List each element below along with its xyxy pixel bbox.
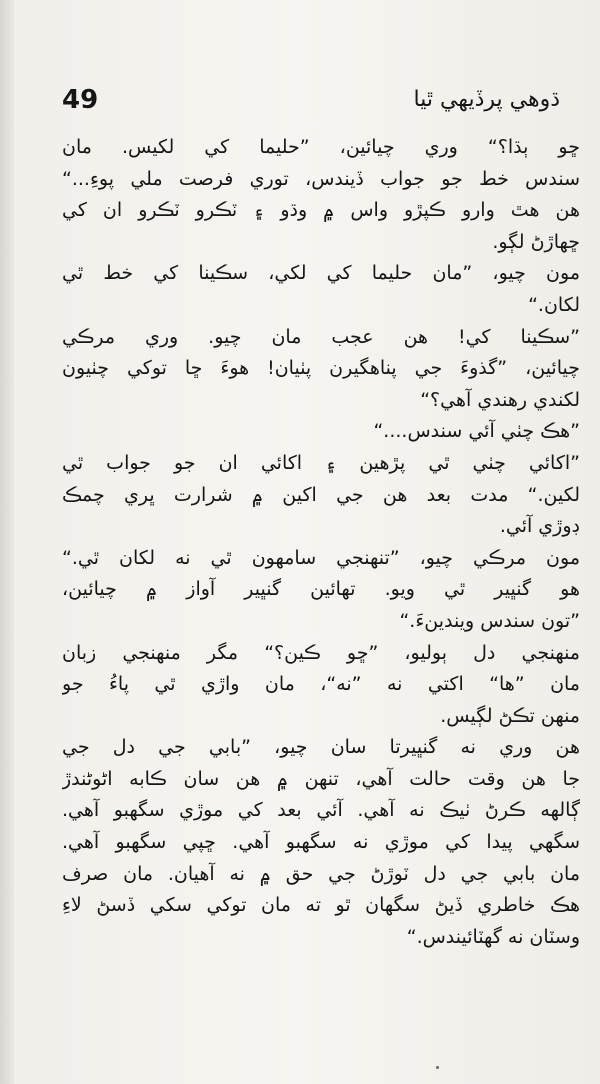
text-line: مون چيو، ”مان حليما کي لکي، سڪينا کي خط ٿي	[62, 262, 580, 285]
paper-speck	[436, 1066, 439, 1069]
page-header	[62, 82, 560, 118]
text-line: ”هڪ چٺي آئي سندس....“	[373, 420, 580, 443]
text-line: ”اکائي چٺي ٿي پڙهين ۽ اکائي ان جو جواب ٿي	[62, 451, 580, 474]
text-line: سگهي پيدا کي موڙي نه سگهبو آهي. ڇپي سگهبو آهي.	[62, 831, 580, 854]
text-line: هن هٿ وارو ڪپڙو واس ۾ وڌو ۽ ٽڪرو ٽڪرو ان کي	[62, 199, 580, 222]
text-line: سندس خط جو جواب ڏيندس، توري فرصت ملي پوءِ...“	[62, 167, 580, 190]
text-line: ”سڪينا کي! هن عجب مان چيو. وري مرڪي	[62, 325, 580, 348]
text-line: هو گنڀير ٿي ويو. تهائين گنڀير آواز ۾ چيائين،	[62, 578, 580, 601]
page-number: 49	[62, 85, 99, 115]
text-line: هڪ خاطري ڏيڻ سگهان ٿو ته مان توکي سکي ڏسڻ لاءِ	[62, 894, 580, 917]
text-line: منهنجي دل ٻوليو، ”ڇو ڪين؟“ مگر منهنجي زبان	[62, 641, 580, 664]
text-line: ڊوڙي آئي.	[499, 515, 580, 538]
text-line: ڳالهه ڪرڻ ٺيڪ نه آهي. آئي بعد کي موڙي سگهبو آهي.	[62, 799, 580, 822]
page-gutter-shadow	[0, 0, 14, 1084]
text-line: وسٽان نه گهٽائيندس.“	[406, 925, 580, 948]
text-line: لکان.“	[528, 293, 580, 316]
text-line: لکندي رهندي آهي؟“	[420, 388, 580, 411]
text-line: جا هن وقت حالت آهي، تنهن ۾ هن سان ڪابه اڻوڻندڙ	[62, 767, 580, 790]
text-line: هن وري نه گنڀيرتا سان چيو، ”بابي جي دل جي	[62, 736, 580, 759]
text-line: ”تون سندس ويندينءَ.“	[399, 609, 580, 632]
text-line: مان بابي جي دل ٽوڙڻ جي حق ۾ نه آهيان. مان صرف	[62, 862, 580, 885]
running-title: ڌوهي پرڏيهي ٿيا	[413, 87, 560, 112]
text-line: منهن تڪڻ لڳيس.	[440, 704, 580, 727]
text-line: مون مرڪي چيو، ”تنهنجي سامهون ٿي نه لکان ٿي.“	[62, 546, 580, 569]
text-line: ڇهاڙڻ لڳو.	[492, 230, 580, 253]
text-line: مان ”ها“ اکتي نه ”نه“، مان واڙي ٿي پاءُ جو	[62, 673, 580, 696]
text-line: لکين.“ مدت بعد هن جي اکين ۾ شرارت ڀري چمڪ	[62, 483, 580, 506]
body-text	[62, 132, 580, 953]
text-line: چيائين، ”گذوءَ جي پناهگيرن پٺيان! هوءَ ڇا توکي چٺيون	[62, 357, 580, 380]
text-line: ڇو ٻڌا؟“ وري چيائين، ”حليما کي لکيس. مان	[62, 136, 580, 158]
